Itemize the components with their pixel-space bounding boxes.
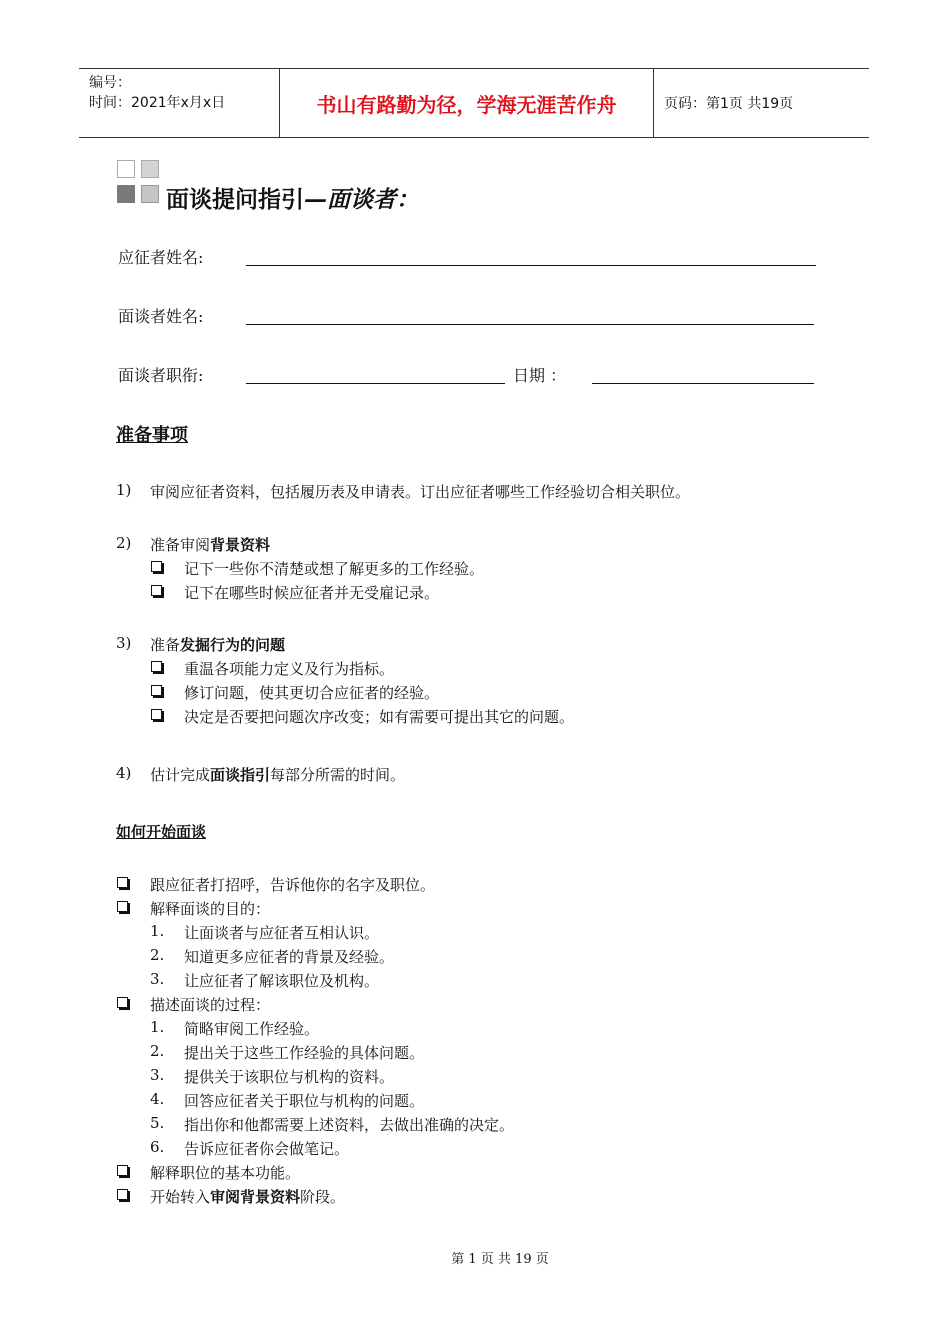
list-number: 3. <box>150 970 165 988</box>
checkbox-icon <box>151 661 162 672</box>
title-square-icon <box>141 160 159 178</box>
list-item: 提供关于该职位与机构的资料。 <box>184 1068 395 1086</box>
candidate-name-label: 应征者姓名: <box>118 248 204 267</box>
checkbox-icon <box>117 1189 128 1200</box>
prep-item-number: 4) <box>116 764 132 782</box>
start-bullet: 描述面谈的过程： <box>150 996 271 1014</box>
interviewer-title-label: 面谈者职衔: <box>118 366 204 385</box>
interviewer-name-label: 面谈者姓名: <box>118 307 204 326</box>
candidate-name-field[interactable] <box>246 265 816 266</box>
list-number: 6. <box>150 1138 165 1156</box>
list-item: 知道更多应征者的背景及经验。 <box>184 948 395 966</box>
header-page-info: 页码：第1页 共19页 <box>664 96 794 112</box>
prep-item-1: 审阅应征者资料，包括履历表及申请表。订出应征者哪些工作经验切合相关职位。 <box>150 483 691 501</box>
prep-item-number: 3) <box>116 634 132 652</box>
list-number: 1. <box>150 922 165 940</box>
page-header <box>79 68 869 138</box>
interviewer-title-field[interactable] <box>246 383 505 384</box>
checkbox-icon <box>117 877 128 888</box>
prep-item-number: 1) <box>116 481 132 499</box>
header-motto: 书山有路勤为径，学海无涯苦作舟 <box>316 92 617 117</box>
list-item: 告诉应征者你会做笔记。 <box>184 1140 350 1158</box>
title-main: 面谈提问指引 <box>166 187 304 213</box>
list-number: 4. <box>150 1090 165 1108</box>
list-item: 指出你和他都需要上述资料，去做出准确的决定。 <box>184 1116 515 1134</box>
list-number: 1. <box>150 1018 165 1036</box>
title-square-icon <box>117 160 135 178</box>
prep-sub-item: 重温各项能力定义及行为指标。 <box>184 660 395 678</box>
title-square-icon <box>117 185 135 203</box>
prep-sub-item: 修订问题，使其更切合应征者的经验。 <box>184 684 440 702</box>
prep-sub-item: 决定是否要把问题次序改变；如有需要可提出其它的问题。 <box>184 708 575 726</box>
checkbox-icon <box>151 561 162 572</box>
list-item: 简略审阅工作经验。 <box>184 1020 320 1038</box>
checkbox-icon <box>117 1165 128 1176</box>
title-square-icon <box>141 185 159 203</box>
header-divider <box>653 69 654 137</box>
list-item: 让面谈者与应征者互相认识。 <box>184 924 380 942</box>
prep-item-number: 2) <box>116 534 132 552</box>
time-label: 时间：2021年x月x日 <box>89 95 226 111</box>
list-number: 3. <box>150 1066 165 1084</box>
list-number: 2. <box>150 946 165 964</box>
checkbox-icon <box>151 709 162 720</box>
list-item: 提出关于这些工作经验的具体问题。 <box>184 1044 425 1062</box>
prep-sub-item: 记下在哪些时候应征者并无受雇记录。 <box>184 584 440 602</box>
list-item: 回答应征者关于职位与机构的问题。 <box>184 1092 425 1110</box>
checkbox-icon <box>151 585 162 596</box>
date-field[interactable] <box>592 383 814 384</box>
prep-sub-item: 记下一些你不清楚或想了解更多的工作经验。 <box>184 560 485 578</box>
start-bullet: 跟应征者打招呼，告诉他你的名字及职位。 <box>150 876 436 894</box>
prep-item-4: 估计完成面谈指引每部分所需的时间。 <box>150 766 406 784</box>
header-meta <box>89 73 225 113</box>
checkbox-icon <box>117 997 128 1008</box>
start-bullet: 解释职位的基本功能。 <box>150 1164 301 1182</box>
list-number: 5. <box>150 1114 165 1132</box>
prep-item-3: 准备发掘行为的问题 <box>150 636 286 654</box>
page-title <box>166 181 419 214</box>
checkbox-icon <box>117 901 128 912</box>
title-italic: —面谈者： <box>304 186 419 213</box>
start-bullet: 解释面谈的目的： <box>150 900 271 918</box>
list-number: 2. <box>150 1042 165 1060</box>
code-label: 编号： <box>89 75 131 91</box>
start-heading: 如何开始面谈 <box>116 823 207 841</box>
prep-heading: 准备事项 <box>116 425 188 446</box>
checkbox-icon <box>151 685 162 696</box>
interviewer-name-field[interactable] <box>246 324 814 325</box>
list-item: 让应征者了解该职位及机构。 <box>184 972 380 990</box>
start-bullet: 开始转入审阅背景资料阶段。 <box>150 1188 346 1206</box>
date-label: 日期 ： <box>513 366 567 385</box>
page-footer: 第 1 页 共 19 页 <box>451 1252 549 1267</box>
prep-item-2: 准备审阅背景资料 <box>150 536 271 554</box>
